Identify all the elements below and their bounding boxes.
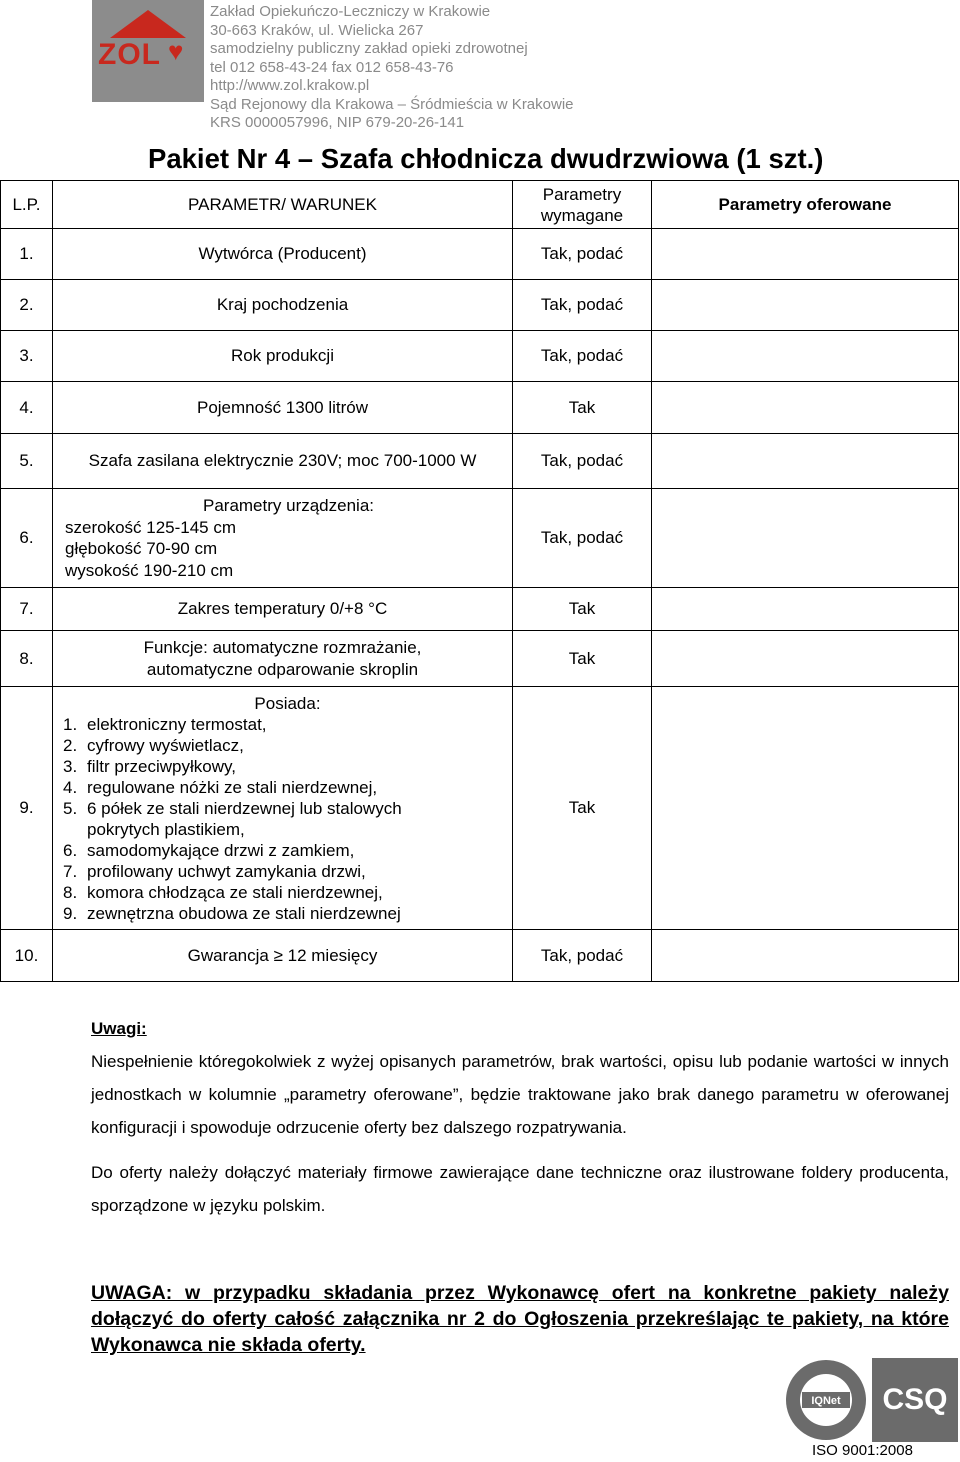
row-lp: 6.	[1, 489, 53, 588]
letterhead-line: tel 012 658-43-24 fax 012 658-43-76	[210, 58, 454, 76]
row-lp: 7.	[1, 588, 53, 631]
feature-item: 1. elektroniczny termostat,	[63, 714, 267, 734]
header-param: PARAMETR/ WARUNEK	[53, 181, 513, 229]
table-row	[1, 331, 959, 382]
feature-item: 8. komora chłodząca ze stali nierdzewnej,	[63, 882, 383, 902]
row-param: Rok produkcji	[53, 331, 513, 382]
warning-text: UWAGA: w przypadku składania przez Wykonawcę ofert na konkretne pakiety należy dołączyć do oferty całość załącznika nr 2 do Ogłoszenia przekreślając te pakiety, na które Wykonawca nie składa oferty.	[91, 1282, 949, 1356]
header-offered: Parametry oferowane	[652, 181, 959, 229]
row-required: Tak, podać	[513, 331, 652, 382]
table-row	[1, 434, 959, 489]
row-param: Wytwórca (Producent)	[53, 229, 513, 280]
iqnet-certified-icon	[782, 1358, 870, 1442]
feature-item: 6. samodomykające drzwi z zamkiem,	[63, 840, 355, 860]
page-title: Pakiet Nr 4 – Szafa chłodnicza dwudrzwiowa (1 szt.)	[148, 143, 824, 174]
table-row	[1, 687, 959, 930]
table-row	[1, 229, 959, 280]
row-required: Tak	[513, 631, 652, 687]
notes-paragraph: Niespełnienie któregokolwiek z wyżej opisanych parametrów, brak wartości, opisu lub podanie wartości w innych jednostkach w kolumnie „parametry oferowane”, będzie traktowane jako brak danego parametru w oferowanej konfiguracji i spowoduje odrzucenie oferty bez dalszego rozpatrywania.	[91, 1052, 949, 1137]
row-lp: 5.	[1, 434, 53, 489]
row-param: Funkcje: automatyczne rozmrażanie, automatyczne odparowanie skroplin	[53, 631, 513, 687]
feature-item: 5. 6 półek ze stali nierdzewnej lub stalowych pokrytych plastikiem,	[63, 798, 402, 839]
row-lp: 4.	[1, 382, 53, 434]
table-row	[1, 930, 959, 982]
feature-item: 4. regulowane nóżki ze stali nierdzewnej,	[63, 777, 378, 797]
row-offered[interactable]	[652, 588, 959, 631]
row-offered[interactable]	[652, 930, 959, 982]
row-offered[interactable]	[652, 489, 959, 588]
row-offered[interactable]	[652, 687, 959, 930]
row-offered[interactable]	[652, 331, 959, 382]
row-lp: 2.	[1, 280, 53, 331]
letterhead	[92, 0, 892, 130]
feature-item: 9. zewnętrzna obudowa ze stali nierdzewnej	[63, 903, 401, 923]
table-row	[1, 588, 959, 631]
row-required: Tak, podać	[513, 229, 652, 280]
letterhead-line: samodzielny publiczny zakład opieki zdrowotnej	[210, 40, 528, 57]
table-row	[1, 280, 959, 331]
row-required: Tak, podać	[513, 434, 652, 489]
certification-logos	[782, 1358, 958, 1462]
header-lp: L.P.	[1, 181, 53, 229]
table-row	[1, 382, 959, 434]
row-offered[interactable]	[652, 382, 959, 434]
logo-text: ZOL	[98, 38, 161, 71]
letterhead-line: Zakład Opiekuńczo-Leczniczy w Krakowie	[210, 3, 491, 20]
table-header-row	[1, 181, 959, 229]
row-required: Tak	[513, 687, 652, 930]
letterhead-line: Sąd Rejonowy dla Krakowa – Śródmieścia w Krakowie	[210, 95, 574, 113]
feature-item: 3. filtr przeciwpyłkowy,	[63, 756, 236, 776]
row-param: Pojemność 1300 litrów	[53, 382, 513, 434]
iqnet-label: IQNet	[811, 1395, 841, 1407]
row-offered[interactable]	[652, 631, 959, 687]
row-required: Tak, podać	[513, 280, 652, 331]
row-required: Tak	[513, 588, 652, 631]
parameters-table	[0, 180, 959, 982]
row-offered[interactable]	[652, 434, 959, 489]
row-required: Tak, podać	[513, 489, 652, 588]
table-row	[1, 631, 959, 687]
row-param: Kraj pochodzenia	[53, 280, 513, 331]
row-param: Zakres temperatury 0/+8 °C	[53, 588, 513, 631]
csq-icon: CSQ	[872, 1358, 958, 1442]
feature-item: 2. cyfrowy wyświetlacz,	[63, 735, 244, 755]
notes-section	[91, 1012, 949, 1222]
heart-icon: ♥	[168, 36, 184, 66]
letterhead-line: KRS 0000057996, NIP 679-20-26-141	[210, 114, 465, 131]
row-lp: 8.	[1, 631, 53, 687]
row-param	[53, 687, 513, 930]
roof-icon	[110, 10, 186, 38]
row-required: Tak, podać	[513, 930, 652, 982]
letterhead-line: 30-663 Kraków, ul. Wielicka 267	[210, 21, 424, 39]
dims-line: szerokość 125-145 cm	[65, 517, 237, 537]
notes-heading: Uwagi:	[91, 1019, 147, 1038]
features-title: Posiada:	[254, 693, 321, 713]
row-lp: 9.	[1, 687, 53, 930]
table-row	[1, 489, 959, 588]
zol-logo	[92, 0, 204, 102]
dims-line: wysokość 190-210 cm	[65, 560, 234, 580]
row-required: Tak	[513, 382, 652, 434]
row-offered[interactable]	[652, 229, 959, 280]
dims-title: Parametry urządzenia:	[202, 496, 375, 515]
row-lp: 3.	[1, 331, 53, 382]
row-offered[interactable]	[652, 280, 959, 331]
row-lp: 1.	[1, 229, 53, 280]
dims-line: głębokość 70-90 cm	[65, 539, 218, 558]
letterhead-line[interactable]: http://www.zol.krakow.pl	[210, 77, 370, 94]
row-lp: 10.	[1, 930, 53, 982]
row-param: Szafa zasilana elektrycznie 230V; moc 700-1000 W	[53, 434, 513, 489]
row-param	[53, 489, 513, 588]
letterhead-lines	[210, 3, 574, 133]
feature-item: 7. profilowany uchwyt zamykania drzwi,	[63, 861, 366, 881]
notes-paragraph: Do oferty należy dołączyć materiały firmowe zawierające dane techniczne oraz ilustrowane foldery producenta, sporządzone w języku polskim.	[91, 1163, 949, 1215]
iso-label: ISO 9001:2008	[812, 1442, 913, 1459]
row-param: Gwarancja ≥ 12 miesięcy	[53, 930, 513, 982]
header-required: Parametry wymagane	[513, 181, 652, 229]
